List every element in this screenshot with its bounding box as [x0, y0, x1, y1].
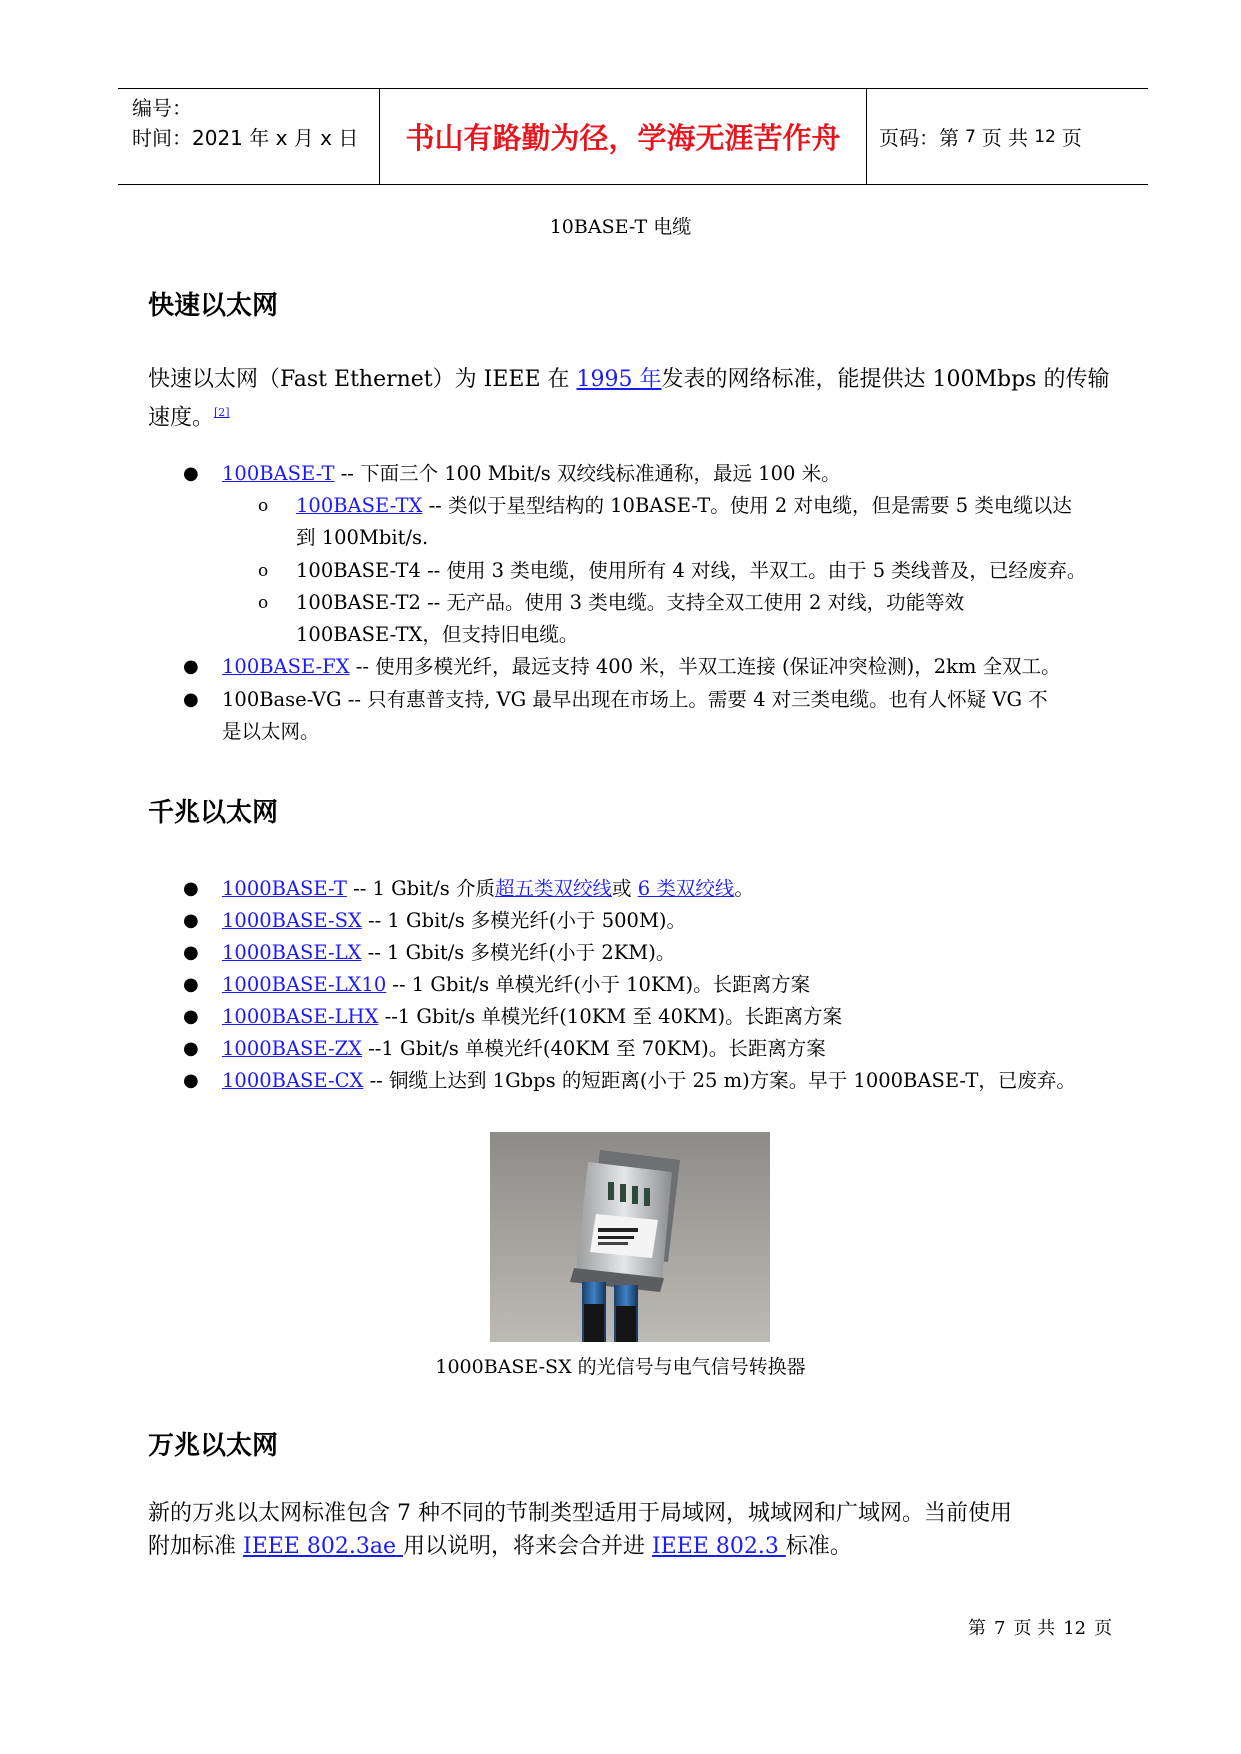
para-line [148, 1530, 1128, 1563]
bullet-icon: ● [183, 656, 199, 677]
footer-total: 12 [1063, 1618, 1087, 1639]
item-text: 100BASE-T2 -- 无产品。使用 3 类电缆。支持全双工使用 2 对线，功能等效 [296, 591, 965, 614]
item-text: -- 下面三个 100 Mbit/s 双绞线标准通称，最远 100 米。 [334, 462, 841, 485]
bullet-icon: ● [183, 689, 199, 710]
para-text: 附加标准 [148, 1534, 243, 1559]
photo-caption: 1000BASE-SX 的光信号与电气信号转换器 [435, 1356, 806, 1378]
page-prefix: 页码：第 [879, 126, 959, 150]
item-text: 或 [612, 877, 638, 900]
page-footer [968, 1614, 1112, 1640]
link-1000base-lx10[interactable]: 1000BASE-LX10 [222, 973, 387, 996]
header-meta [118, 89, 380, 184]
header-motto: 书山有路勤为径，学海无涯苦作舟 [380, 89, 867, 184]
footer-current: 7 [994, 1618, 1006, 1639]
section-title-gigabit-ethernet: 千兆以太网 [148, 798, 279, 828]
page-mid: 页 共 [981, 126, 1029, 150]
circle-bullet-icon: o [258, 561, 269, 581]
item-text: -- 使用多模光纤，最远支持 400 米，半双工连接 (保证冲突检测)，2km 全双工。 [349, 655, 1061, 678]
link-100base-tx[interactable]: 100BASE-TX [296, 494, 423, 517]
item-text: -- 1 Gbit/s 介质 [346, 877, 495, 900]
link-100base-fx[interactable]: 100BASE-FX [222, 655, 350, 678]
page-total: 12 [1034, 126, 1056, 147]
item-text: -- 1 Gbit/s 单模光纤(小于 10KM)。长距离方案 [386, 973, 811, 996]
link-cat6[interactable]: 6 类双绞线 [637, 877, 735, 900]
item-text: -- 类似于星型结构的 10BASE-T。使用 2 对电缆，但是需要 5 类电缆以达 [422, 494, 1072, 517]
header-page-number [867, 89, 1148, 184]
link-1000base-t[interactable]: 1000BASE-T [222, 877, 347, 900]
footer-suffix: 页 [1094, 1618, 1113, 1639]
reference-link[interactable]: [2] [214, 406, 230, 419]
para-text: 发表的网络标准，能提供达 100Mbps 的传输速度。 [148, 367, 1110, 431]
footer-mid: 页 共 [1013, 1618, 1056, 1639]
footer-prefix: 第 [968, 1618, 986, 1639]
para-text: 快速以太网（Fast Ethernet）为 IEEE 在 [148, 367, 577, 392]
link-1000base-zx[interactable]: 1000BASE-ZX [222, 1037, 363, 1060]
para-line: 新的万兆以太网标准包含 7 种不同的节制类型适用于局域网，城域网和广域网。当前使用 [148, 1501, 1012, 1526]
link-1000base-sx[interactable]: 1000BASE-SX [222, 909, 362, 932]
bullet-icon: ● [183, 942, 199, 963]
bullet-icon: ● [183, 1070, 199, 1091]
link-ieee-802-3ae[interactable]: IEEE 802.3ae [243, 1534, 403, 1559]
link-100base-t[interactable]: 100BASE-T [222, 462, 335, 485]
item-text: -- 1 Gbit/s 多模光纤(小于 500M)。 [361, 909, 687, 932]
document-header [118, 88, 1148, 185]
number-label: 编号： [132, 96, 192, 120]
bullet-icon: ● [183, 910, 199, 931]
link-1000base-cx[interactable]: 1000BASE-CX [222, 1069, 364, 1092]
circle-bullet-icon: o [258, 496, 269, 516]
transceiver-photo [490, 1132, 770, 1342]
caption-10base-t: 10BASE-T 电缆 [549, 216, 692, 238]
bullet-icon: ● [183, 1006, 199, 1027]
link-1995[interactable]: 1995 年 [576, 367, 662, 392]
10g-ethernet-paragraph [148, 1497, 1128, 1563]
time-label: 时间：2021 年 x 月 x 日 [132, 126, 359, 150]
link-1000base-lx[interactable]: 1000BASE-LX [222, 941, 362, 964]
link-1000base-lhx[interactable]: 1000BASE-LHX [222, 1005, 379, 1028]
bullet-icon: ● [183, 1038, 199, 1059]
fast-ethernet-paragraph [148, 363, 1128, 434]
link-cat5e[interactable]: 超五类双绞线 [495, 877, 613, 900]
bullet-icon: ● [183, 974, 199, 995]
item-text: --1 Gbit/s 单模光纤(40KM 至 70KM)。长距离方案 [362, 1037, 826, 1060]
bullet-icon: ● [183, 463, 199, 484]
section-title-fast-ethernet: 快速以太网 [148, 291, 279, 321]
page-suffix: 页 [1061, 126, 1082, 150]
page-current: 7 [965, 126, 976, 147]
section-title-10g-ethernet: 万兆以太网 [148, 1431, 279, 1461]
bullet-icon: ● [183, 878, 199, 899]
item-text: -- 铜缆上达到 1Gbps 的短距离(小于 25 m)方案。早于 1000BASE-T，已废弃。 [363, 1069, 1076, 1092]
circle-bullet-icon: o [258, 593, 269, 613]
item-text: 100Base-VG -- 只有惠普支持, VG 最早出现在市场上。需要 4 对三类电缆。也有人怀疑 VG 不 [222, 688, 1048, 711]
para-text: 标准。 [785, 1534, 852, 1559]
item-text: 是以太网。 [222, 720, 320, 743]
item-text: 100BASE-TX，但支持旧电缆。 [296, 623, 579, 646]
item-text: 。 [734, 877, 754, 900]
item-text: --1 Gbit/s 单模光纤(10KM 至 40KM)。长距离方案 [378, 1005, 843, 1028]
item-text: -- 1 Gbit/s 多模光纤(小于 2KM)。 [361, 941, 676, 964]
item-text: 到 100Mbit/s. [296, 526, 429, 549]
item-text: 100BASE-T4 -- 使用 3 类电缆，使用所有 4 对线，半双工。由于 5 类线普及，已经废弃。 [296, 559, 1087, 582]
link-ieee-802-3[interactable]: IEEE 802.3 [651, 1534, 786, 1559]
para-text: 用以说明，将来会合并进 [402, 1534, 652, 1559]
